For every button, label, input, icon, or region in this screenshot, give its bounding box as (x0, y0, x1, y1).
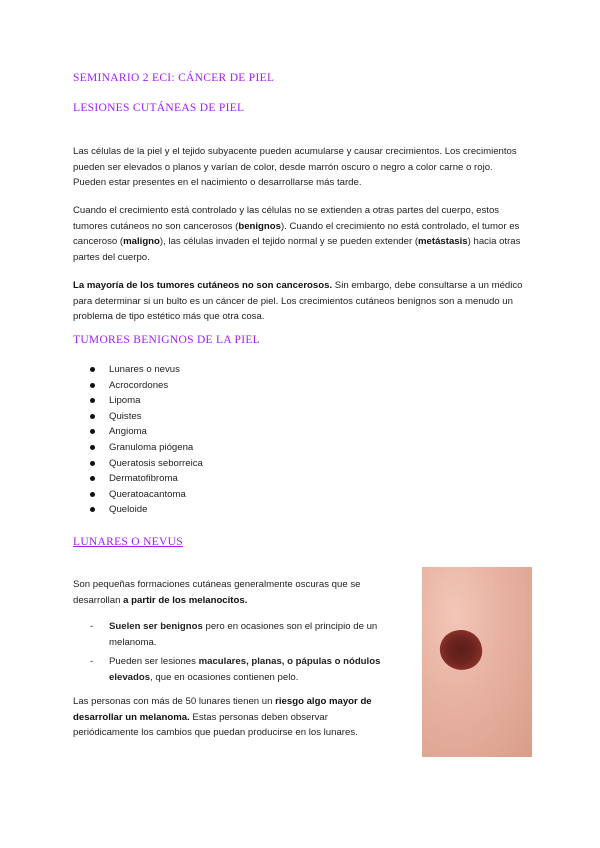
paragraph-benign-malignant (73, 203, 528, 265)
bullet-icon (90, 476, 95, 481)
list-item: Quistes (88, 409, 203, 425)
para3-bold: La mayoría de los tumores cutáneos no son cancerosos. (73, 280, 333, 291)
nevus-intro-bold: a partir de los melanocitos. (123, 594, 248, 606)
paragraph-intro: Las células de la piel y el tejido subyacente pueden acumularse y causar crecimientos. Los crecimientos pueden ser elevados o planos y varían de color, desde marrón oscuro o negro a color carne o rojo. Pueden estar presentes en el nacimiento o desarrollarse más tarde. (73, 146, 517, 188)
list-item: Lunares o nevus (88, 362, 203, 378)
para3-text: Sin embargo, debe consultarse a un médico para determinar si un bulto es un cáncer de piel. Los crecimientos cutáneos benignos son a menudo un problema de tipo estético más que otra cosa. (73, 280, 523, 322)
mole-image (437, 627, 484, 672)
bullet-icon (90, 367, 95, 372)
para2-bold-benignos: benignos (238, 220, 281, 232)
bullet-icon (90, 507, 95, 512)
bullet-icon (90, 429, 95, 434)
list-item: Queratosis seborreica (88, 456, 203, 472)
list-item: Queratoacantoma (88, 487, 203, 503)
para2-text-3: ), las células invaden el tejido normal y se pueden extender ( (159, 236, 419, 247)
nevus-characteristics-list (88, 619, 388, 689)
document-title: SEMINARIO 2 ECI: CÁNCER DE PIEL (73, 72, 275, 84)
section-heading-lesiones: LESIONES CUTÁNEAS DE PIEL (73, 102, 245, 114)
list-item: - Pueden ser lesiones maculares, planas, o pápulas o nódulos elevados, que en ocasiones contienen pelo. (90, 656, 381, 683)
list-item: Dermatofibroma (88, 471, 203, 487)
list-item: Granuloma piógena (88, 440, 203, 456)
list-item: Lipoma (88, 393, 203, 409)
mole-photo (422, 567, 532, 757)
list-item: Queloide (88, 502, 203, 518)
nevus-intro-text: Son pequeñas formaciones cutáneas generalmente oscuras que se desarrollan (73, 579, 361, 606)
paragraph-nevus-risk (73, 694, 383, 741)
bullet-icon (90, 398, 95, 403)
para2-bold-maligno: maligno (123, 236, 160, 247)
nevus-outro-text-1: Las personas con más de 50 lunares tienen un (73, 696, 276, 707)
para2-text-4: ) hacia otras partes del cuerpo. (73, 236, 521, 263)
nevus-outro-bold: riesgo algo mayor de desarrollar un melanoma. (73, 696, 372, 723)
bullet-icon (90, 445, 95, 450)
bullet-icon (90, 461, 95, 466)
list-item: - Suelen ser benignos pero en ocasiones son el principio de un melanoma. (90, 621, 378, 648)
nevus-outro-text-2: Estas personas deben observar periódicamente los cambios que puedan producirse en los lunares. (73, 711, 358, 738)
para2-text-2: ). Cuando el crecimiento no está controlado, el tumor es canceroso ( (73, 220, 520, 247)
section-heading-lunares: LUNARES O NEVUS (73, 536, 183, 548)
bullet-icon (90, 492, 95, 497)
para2-bold-metastasis: metástasis (418, 236, 468, 247)
para2-text-1: Cuando el crecimiento está controlado y las células no se extienden a otras partes del cuerpo, estos tumores cutáneos no son cancerosos ( (73, 205, 500, 232)
paragraph-nevus-intro (73, 577, 383, 608)
bullet-icon (90, 383, 95, 388)
paragraph-most-tumors (73, 278, 528, 325)
list-item: Angioma (88, 424, 203, 440)
list-item: Acrocordones (88, 378, 203, 394)
benign-tumors-list (88, 362, 203, 518)
section-heading-tumores-benignos: TUMORES BENIGNOS DE LA PIEL (73, 334, 260, 346)
bullet-icon (90, 414, 95, 419)
